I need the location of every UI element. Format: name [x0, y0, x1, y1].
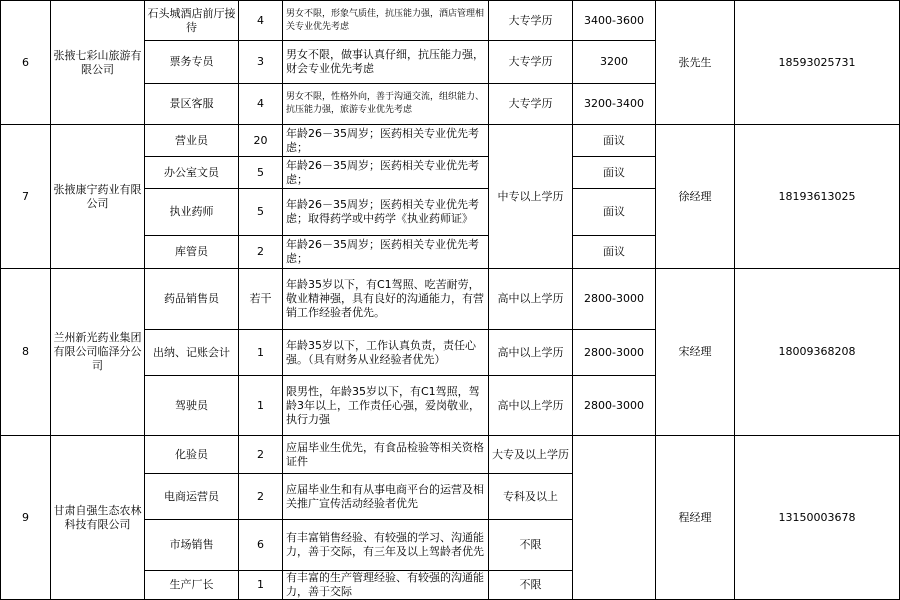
job-count: 20	[239, 125, 283, 157]
job-education: 高中以上学历	[489, 376, 573, 436]
job-count: 5	[239, 189, 283, 236]
job-count: 4	[239, 1, 283, 41]
table-row	[1, 1, 900, 41]
job-requirements: 年龄26－35周岁；医药相关专业优先考虑；取得药学或中药学《执业药师证》	[283, 189, 489, 236]
job-title: 化验员	[145, 436, 239, 474]
job-salary: 2800-3000	[573, 376, 656, 436]
job-title: 药品销售员	[145, 269, 239, 330]
contact-phone: 18593025731	[735, 1, 900, 125]
job-requirements: 男女不限，做事认真仔细，抗压能力强，财会专业优先考虑	[283, 41, 489, 84]
job-education: 不限	[489, 520, 573, 571]
company-name: 甘肃自强生态农林科技有限公司	[51, 436, 145, 600]
row-number: 9	[1, 436, 51, 600]
job-salary: 面议	[573, 157, 656, 189]
row-number: 7	[1, 125, 51, 269]
contact-person: 宋经理	[656, 269, 735, 436]
job-requirements: 男女不限，形象气质佳，抗压能力强，酒店管理相关专业优先考虑	[283, 1, 489, 41]
job-count: 5	[239, 157, 283, 189]
contact-phone: 18193613025	[735, 125, 900, 269]
job-salary: 3400-3600	[573, 1, 656, 41]
job-title: 办公室文员	[145, 157, 239, 189]
company-name: 张掖七彩山旅游有限公司	[51, 1, 145, 125]
job-title: 石头城酒店前厅接待	[145, 1, 239, 41]
job-requirements: 应届毕业生优先，有食品检验等相关资格证件	[283, 436, 489, 474]
job-education: 大专及以上学历	[489, 436, 573, 474]
row-number: 8	[1, 269, 51, 436]
job-count: 1	[239, 330, 283, 376]
job-count: 6	[239, 520, 283, 571]
job-education: 大专学历	[489, 84, 573, 125]
job-title: 市场销售	[145, 520, 239, 571]
job-count: 1	[239, 571, 283, 600]
job-title: 票务专员	[145, 41, 239, 84]
job-education: 高中以上学历	[489, 269, 573, 330]
job-title: 景区客服	[145, 84, 239, 125]
job-education: 专科及以上	[489, 474, 573, 520]
job-count: 2	[239, 474, 283, 520]
job-salary-empty	[573, 436, 656, 600]
job-salary: 2800-3000	[573, 269, 656, 330]
job-title: 执业药师	[145, 189, 239, 236]
job-education: 不限	[489, 571, 573, 600]
job-requirements: 有丰富的生产管理经验、有较强的沟通能力，善于交际	[283, 571, 489, 600]
job-requirements: 年龄35岁以下，有C1驾照、吃苦耐劳，敬业精神强，具有良好的沟通能力，有营销工作经验者优先。	[283, 269, 489, 330]
contact-phone: 18009368208	[735, 269, 900, 436]
job-education: 大专学历	[489, 41, 573, 84]
job-requirements: 限男性，年龄35岁以下，有C1驾照，驾龄3年以上，工作责任心强，爱岗敬业，执行力强	[283, 376, 489, 436]
table-row	[1, 436, 900, 474]
job-count: 1	[239, 376, 283, 436]
job-title: 生产厂长	[145, 571, 239, 600]
job-education: 中专以上学历	[489, 125, 573, 269]
company-name: 张掖康宁药业有限公司	[51, 125, 145, 269]
job-requirements: 应届毕业生和有从事电商平台的运营及相关推广宣传活动经验者优先	[283, 474, 489, 520]
job-title: 库管员	[145, 236, 239, 269]
job-education: 大专学历	[489, 1, 573, 41]
job-salary: 面议	[573, 125, 656, 157]
job-title: 电商运营员	[145, 474, 239, 520]
job-count: 若干	[239, 269, 283, 330]
job-salary: 2800-3000	[573, 330, 656, 376]
job-count: 2	[239, 436, 283, 474]
job-requirements: 年龄26－35周岁；医药相关专业优先考虑；	[283, 125, 489, 157]
table-row	[1, 125, 900, 157]
job-count: 4	[239, 84, 283, 125]
job-count: 3	[239, 41, 283, 84]
job-requirements: 有丰富销售经验、有较强的学习、沟通能力，善于交际，有三年及以上驾龄者优先	[283, 520, 489, 571]
job-requirements: 年龄26－35周岁；医药相关专业优先考虑；	[283, 236, 489, 269]
row-number: 6	[1, 1, 51, 125]
job-requirements: 年龄35岁以下，工作认真负责，责任心强。（具有财务从业经验者优先）	[283, 330, 489, 376]
job-requirements: 男女不限，性格外向，善于沟通交流，组织能力、抗压能力强，旅游专业优先考虑	[283, 84, 489, 125]
job-title: 营业员	[145, 125, 239, 157]
contact-person: 张先生	[656, 1, 735, 125]
contact-person: 程经理	[656, 436, 735, 600]
contact-phone: 13150003678	[735, 436, 900, 600]
contact-person: 徐经理	[656, 125, 735, 269]
job-requirements: 年龄26－35周岁；医药相关专业优先考虑；	[283, 157, 489, 189]
job-salary: 3200	[573, 41, 656, 84]
job-salary: 3200-3400	[573, 84, 656, 125]
job-salary: 面议	[573, 189, 656, 236]
job-title: 出纳、记账会计	[145, 330, 239, 376]
job-salary: 面议	[573, 236, 656, 269]
table-row	[1, 269, 900, 330]
job-title: 驾驶员	[145, 376, 239, 436]
job-education: 高中以上学历	[489, 330, 573, 376]
company-name: 兰州新光药业集团有限公司临泽分公司	[51, 269, 145, 436]
job-count: 2	[239, 236, 283, 269]
